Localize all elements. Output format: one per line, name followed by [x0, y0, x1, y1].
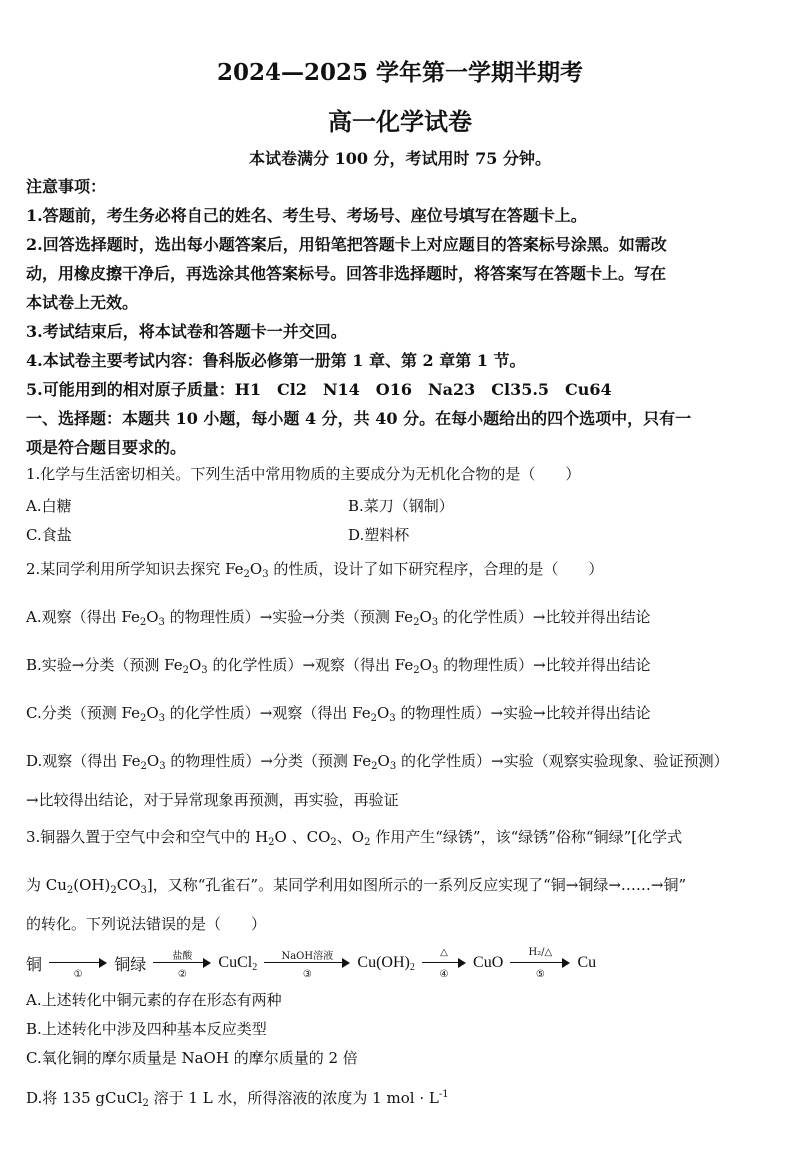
reaction-arrow-3: NaOH溶液 ③: [262, 948, 352, 978]
question-2-stem: 2.某同学利用所学知识去探究 $Fe_2O_3$ 的性质，设计了如下研究程序，合理的是（ ）: [26, 560, 604, 580]
reaction-arrow-5: H₂/△ ⑤: [508, 948, 572, 978]
question-2-option-d: D.观察（得出 $Fe_2O_3$ 的物理性质）→分类（预测 $Fe_2O_3$ 的化学性质）→实验（观察实验现象、验证预测）: [26, 752, 729, 772]
scheme-cucl2: CuCl$_2$: [218, 953, 258, 973]
notice-item-5: 5.可能用到的相对原子质量：H1 Cl2 N14 O16 Na23 Cl35.5 Cu64: [26, 380, 612, 399]
reaction-arrow-1: ①: [47, 948, 109, 978]
question-3-option-c: C.氧化铜的摩尔质量是 NaOH 的摩尔质量的 2 倍: [26, 1049, 358, 1067]
question-2-option-b: B.实验→分类（预测 $Fe_2O_3$ 的化学性质）→观察（得出 $Fe_2O_3$ 的物理性质）→比较并得出结论: [26, 656, 651, 676]
question-1-option-b: B.菜刀（钢制）: [348, 497, 454, 515]
section-heading-line-2: 项是符合题目要求的。: [26, 438, 187, 457]
reaction-arrow-4: △ ④: [420, 948, 468, 978]
question-3-option-b: B.上述转化中涉及四种基本反应类型: [26, 1020, 267, 1038]
question-1-option-c: C.食盐: [26, 526, 72, 544]
scheme-cuo: CuO: [473, 954, 504, 971]
exam-subject-title: 高一化学试卷: [328, 107, 472, 136]
question-2-option-c: C.分类（预测 $Fe_2O_3$ 的化学性质）→观察（得出 $Fe_2O_3$ 的物理性质）→实验→比较并得出结论: [26, 704, 651, 724]
notice-item-2-line-1: 2.回答选择题时，选出每小题答案后，用铅笔把答题卡上对应题目的答案标号涂黑。如需改: [26, 235, 667, 254]
scheme-cuoh2: $Cu(OH)_2$: [357, 953, 415, 973]
notice-item-1: 1.答题前，考生务必将自己的姓名、考生号、考场号、座位号填写在答题卡上。: [26, 206, 587, 225]
question-2-option-d-line-2: →比较得出结论，对于异常现象再预测，再实验，再验证: [26, 791, 399, 809]
notice-item-2-line-2: 动，用橡皮擦干净后，再选涂其他答案标号。回答非选择题时，将答案写在答题卡上。写在: [26, 264, 667, 283]
question-3-stem-line-3: 的转化。下列说法错误的是（ ）: [26, 915, 267, 933]
notice-item-2-line-3: 本试卷上无效。: [26, 293, 139, 312]
question-3-stem-line-2: 为 $Cu_2(OH)_2CO_3$]，又称“孔雀石”。某同学利用如图所示的一系列反应实现了“铜→铜绿→……→铜”: [26, 876, 687, 896]
question-3-option-d: D.将 135 gCuCl$_2$ 溶于 1 L 水，所得溶液的浓度为 1 mol · $L^{-1}$: [26, 1089, 449, 1109]
exam-title: 2024—2025 学年第一学期半期考: [216, 59, 584, 86]
notice-item-3: 3.考试结束后，将本试卷和答题卡一并交回。: [26, 322, 347, 341]
notice-heading: 注意事项：: [26, 177, 107, 196]
notice-item-4: 4.本试卷主要考试内容：鲁科版必修第一册第 1 章、第 2 章第 1 节。: [26, 351, 526, 370]
scheme-verdigris: 铜绿: [114, 954, 147, 974]
question-3-option-a: A.上述转化中铜元素的存在形态有两种: [26, 991, 282, 1009]
reaction-arrow-2: 盐酸 ②: [151, 948, 213, 978]
question-1-option-d: D.塑料杯: [348, 526, 410, 544]
scheme-copper: 铜: [26, 954, 43, 974]
reaction-scheme: [26, 948, 596, 978]
question-1-stem: 1.化学与生活密切相关。下列生活中常用物质的主要成分为无机化合物的是（ ）: [26, 465, 581, 483]
scheme-cu: Cu: [577, 954, 597, 971]
exam-subtitle: 本试卷满分 100 分，考试用时 75 分钟。: [249, 149, 551, 168]
section-heading-line-1: 一、选择题：本题共 10 小题，每小题 4 分，共 40 分。在每小题给出的四个选项中，只有一: [26, 409, 692, 428]
question-1-option-a: A.白糖: [26, 497, 72, 515]
question-3-stem-line-1: 3.铜器久置于空气中会和空气中的 $H_2O$ 、$CO_2$、$O_2$ 作用产生“绿锈”，该“绿锈”俗称“铜绿”[化学式: [26, 828, 683, 848]
question-2-option-a: A.观察（得出 $Fe_2O_3$ 的物理性质）→实验→分类（预测 $Fe_2O_3$ 的化学性质）→比较并得出结论: [26, 608, 651, 628]
